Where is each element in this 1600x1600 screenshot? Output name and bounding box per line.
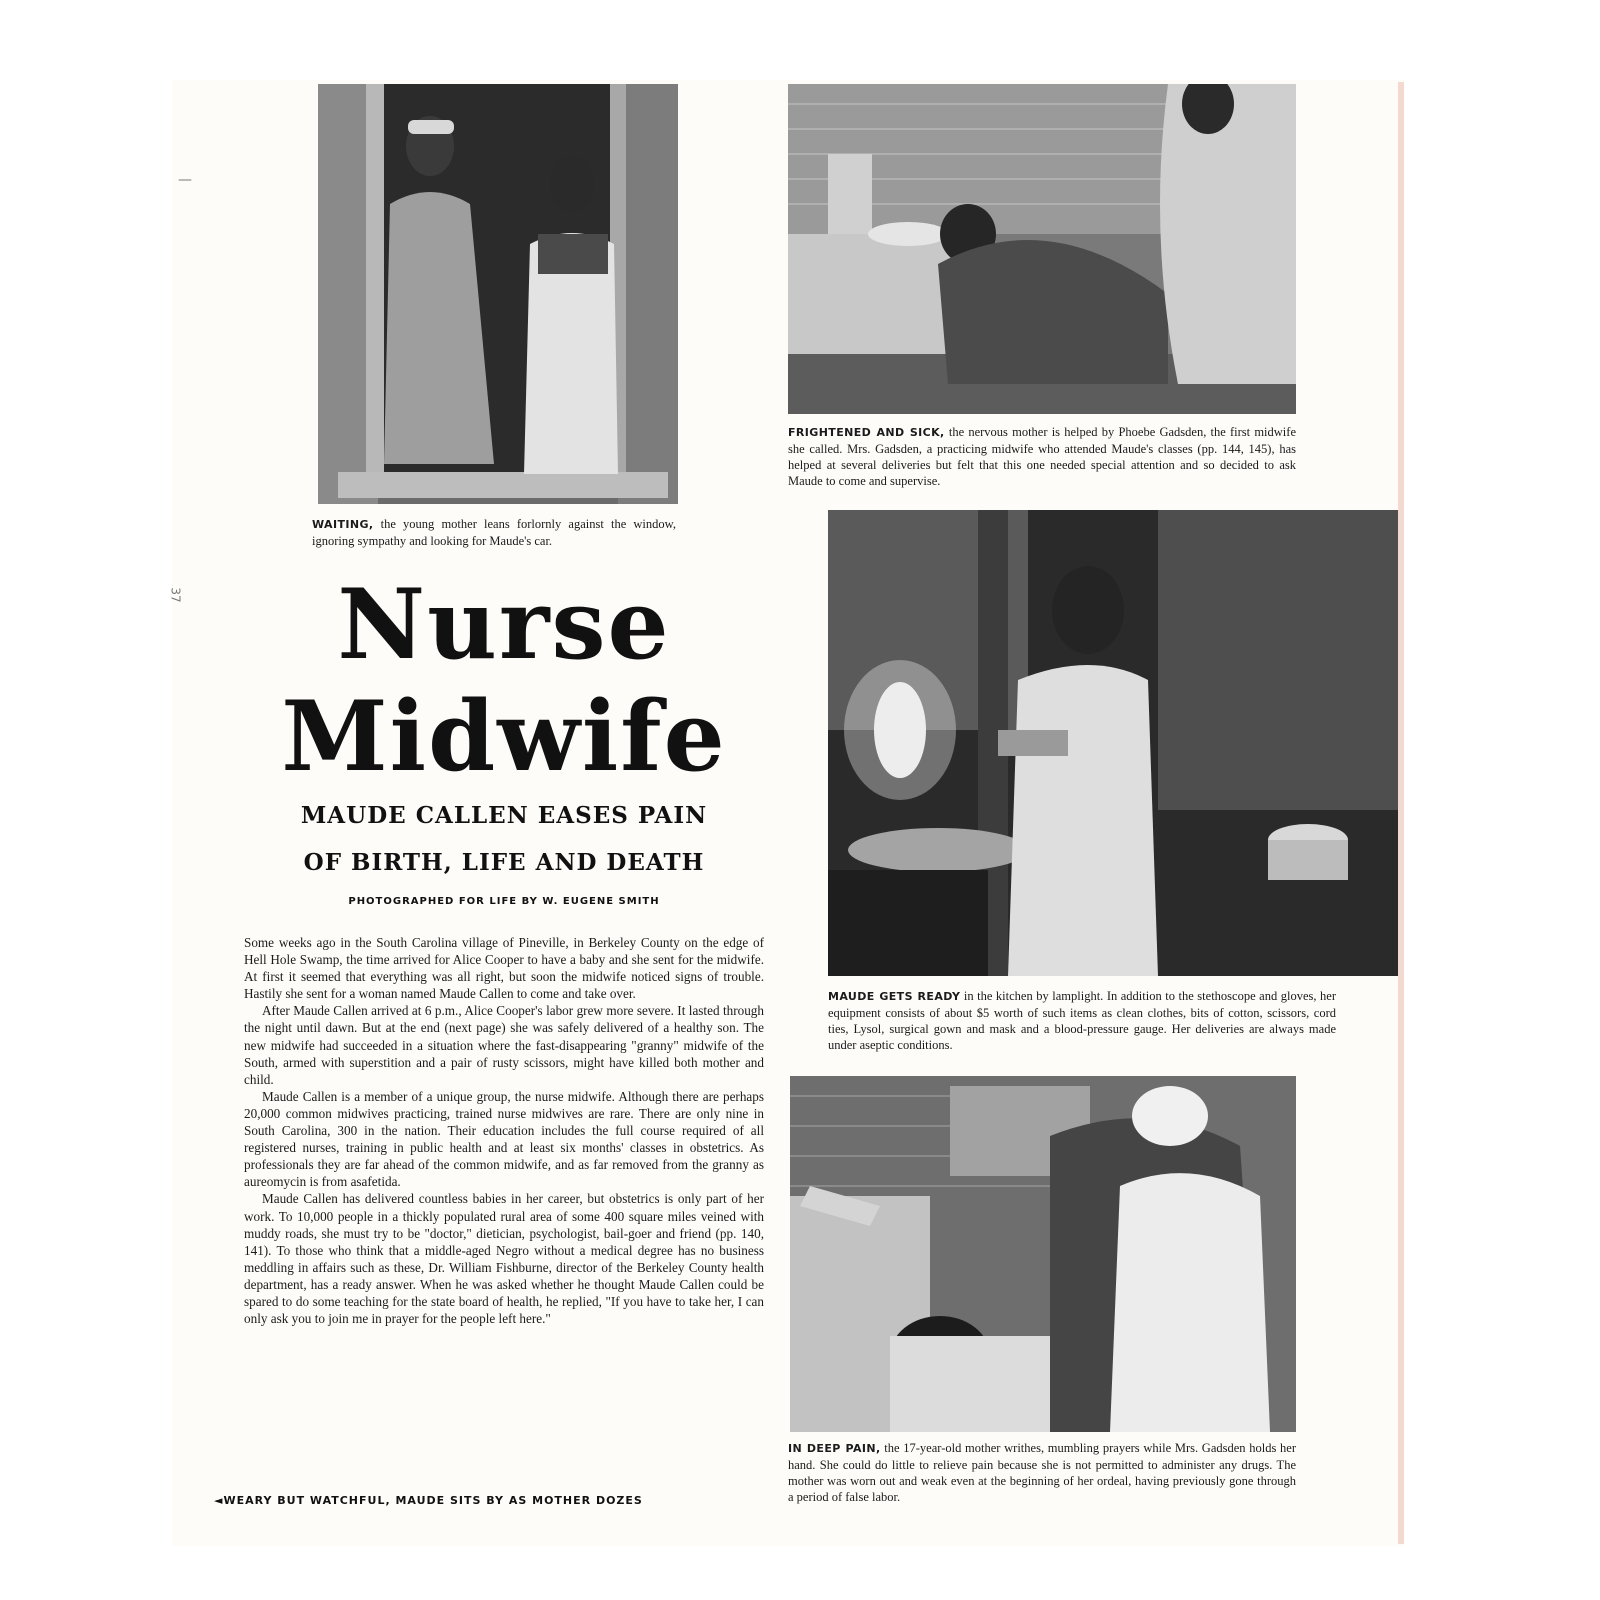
caption-waiting xyxy=(312,516,676,549)
body-paragraph: Maude Callen is a member of a unique group, the nurse midwife. Although there are perhaps 20,000 common midwives practicing, trained nurse midwives are rare. There are only nine in South Carolina, 300 in the nation. Their education includes the full course required of all registered nurses, training in public health and at least six months' classes in obstetrics. As professionals they are far ahead of the common midwife, and as far removed from the granny as aureomycin is from asafetida. xyxy=(244,1088,764,1190)
body-paragraph: After Maude Callen arrived at 6 p.m., Alice Cooper's labor grew more severe. It lasted through the night until dawn. But at the end (next page) she was safely delivered of a healthy son. The new midwife had succeeded in a situation where the fast-disappearing "granny" midwife of the South, armed with superstition and a pair of rusty scissors, might have killed both mother and child. xyxy=(244,1003,764,1087)
caption-frightened-lead: FRIGHTENED AND SICK, xyxy=(788,426,945,439)
caption-frightened-text: the nervous mother is helped by Phoebe Gadsden, the first midwife she called. Mrs. Gadsden, a practicing midwife who attended Maude's classes (pp. 144, 145), has helped at several deliveries but felt that this one needed special attention and so decided to ask Maude to come and supervise. xyxy=(788,425,1296,488)
deck-line-1: MAUDE CALLEN EASES PAIN xyxy=(300,802,708,829)
photo-credit: PHOTOGRAPHED FOR LIFE BY W. EUGENE SMITH xyxy=(348,896,660,907)
caption-pain-text: the 17-year-old mother writhes, mumbling prayers while Mrs. Gadsden holds her hand. She could do little to relieve pain because she is not permitted to administer any drugs. The mother was worn out and weak even at the beginning of her ordeal, having previously gone through a period of false labor. xyxy=(788,1441,1296,1504)
photo-deep-pain xyxy=(790,1076,1296,1432)
photo-maude-ready xyxy=(828,510,1398,976)
headline-line-2: Midwife xyxy=(281,680,727,793)
caption-waiting-lead: WAITING, xyxy=(312,518,374,531)
page-edge xyxy=(1398,82,1404,1544)
photo-waiting xyxy=(318,84,678,504)
body-paragraph: Maude Callen has delivered countless babies in her career, but obstetrics is only part of her work. To 10,000 people in a thickly populated rural area of some 400 square miles veined with muddy roads, she must try to be "doctor," dietician, psychologist, bail-goer and friend (pp. 140, 141). To those who think that a middle-aged Negro without a medical degree has no business meddling in affairs such as these, Dr. William Fishburne, director of the Berkeley County health department, has a ready answer. When he was asked whether he thought Maude Callen could be spared to do some teaching for the state board of health, he replied, "If you have to take her, I can only ask you to join me in prayer for the people left here." xyxy=(244,1191,764,1327)
caption-pain-lead: IN DEEP PAIN, xyxy=(788,1442,881,1455)
caption-frightened xyxy=(788,424,1296,489)
caption-maude-ready xyxy=(828,988,1336,1053)
headline-line-1: Nurse xyxy=(337,568,671,681)
margin-page-number: 37 xyxy=(168,587,183,603)
footer-caption: ◄WEARY BUT WATCHFUL, MAUDE SITS BY AS MOTHER DOZES xyxy=(214,1494,643,1507)
body-paragraph: Some weeks ago in the South Carolina village of Pineville, in Berkeley County on the edge of Hell Hole Swamp, the time arrived for Alice Cooper to have a baby and she sent for the midwife. At first it seemed that everything was all right, but soon the midwife noticed signs of trouble. Hastily she sent for a woman named Maude Callen to come and take over. xyxy=(244,935,764,1002)
margin-tick: — xyxy=(178,172,192,188)
caption-deep-pain xyxy=(788,1440,1296,1505)
caption-ready-lead: MAUDE GETS READY xyxy=(828,990,961,1003)
caption-waiting-text: the young mother leans forlornly against the window, ignoring sympathy and looking for Maude's car. xyxy=(312,517,676,548)
caption-ready-text: in the kitchen by lamplight. In addition to the stethoscope and gloves, her equipment consists of about $5 worth of such items as clean clothes, bits of cotton, scissors, cord ties, Lysol, surgical gown and mask and a blood-pressure gauge. Her deliveries are always made under aseptic conditions. xyxy=(828,989,1336,1052)
photo-frightened xyxy=(788,84,1296,414)
deck-line-2: OF BIRTH, LIFE AND DEATH xyxy=(303,849,705,876)
article-body xyxy=(244,934,764,1327)
